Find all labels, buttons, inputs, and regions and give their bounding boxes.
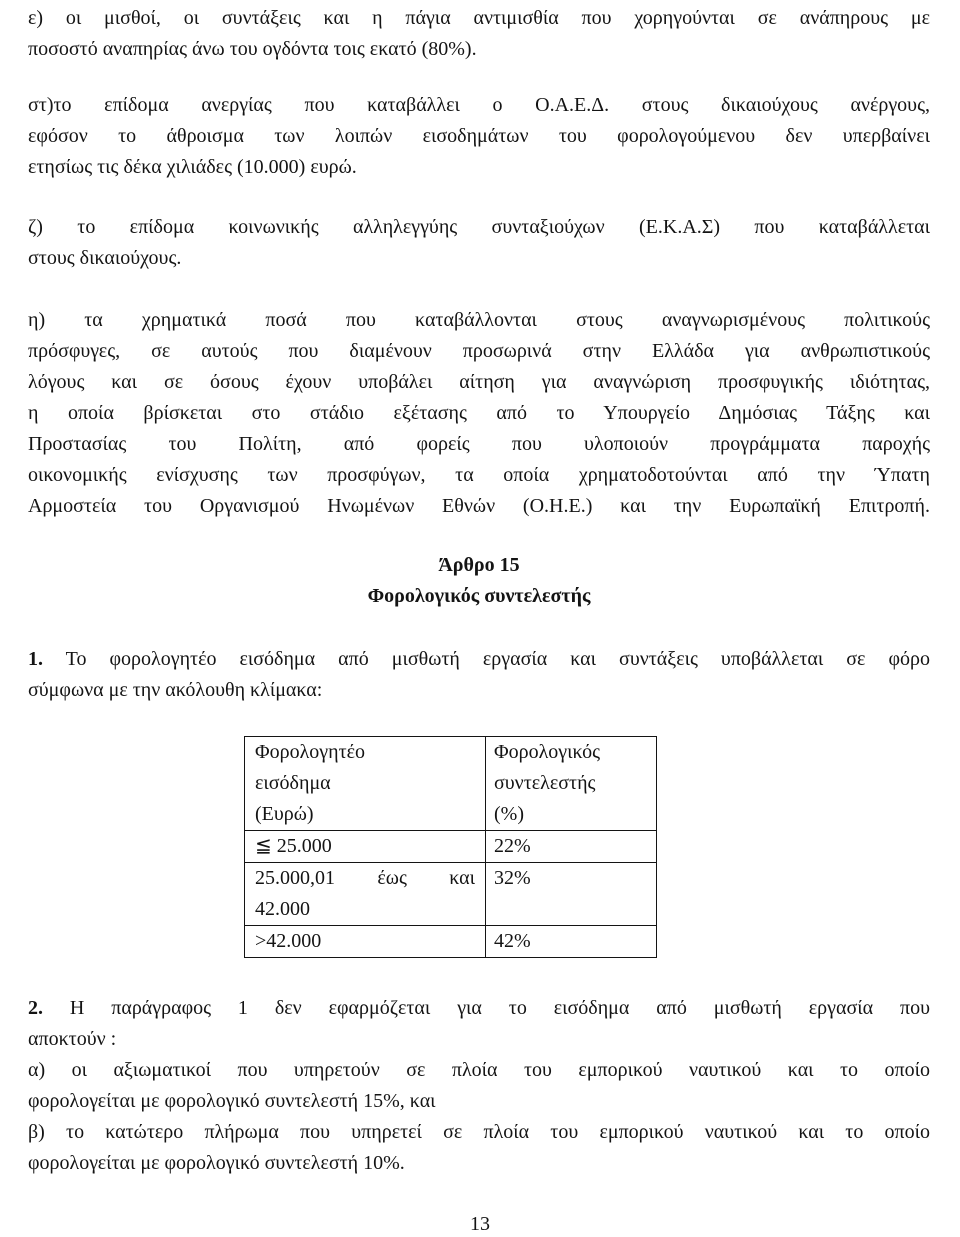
text-line: α) οι αξιωματικοί που υπηρετούν σε πλοία του εμπορικού ναυτικού και το οποίο	[28, 1059, 930, 1081]
rate-cell: 42%	[486, 926, 657, 958]
text-line: ε) οι μισθοί, οι συντάξεις και η πάγια αντιμισθία που χορηγούνται σε ανάπηρους με	[28, 7, 930, 29]
paragraph-2	[28, 993, 930, 1179]
text-line: ετησίως τις δέκα χιλιάδες (10.000) ευρώ.	[28, 156, 357, 178]
text-line: β) το κατώτερο πλήρωμα που υπηρετεί σε πλοία του εμπορικού ναυτικού και το οποίο	[28, 1121, 930, 1143]
text-line: αποκτούν :	[28, 1028, 117, 1050]
text-line: σύμφωνα με την ακόλουθη κλίμακα:	[28, 679, 323, 701]
cell-line: (%)	[494, 803, 524, 825]
cell-line: συντελεστής	[494, 772, 596, 794]
article-heading	[28, 550, 930, 612]
text-line: ποσοστό αναπηρίας άνω του ογδόντα τοις εκατό (80%).	[28, 38, 477, 60]
cell-line: (Ευρώ)	[255, 803, 314, 825]
income-cell: >42.000	[245, 926, 486, 958]
page-number: 13	[470, 1213, 490, 1235]
text-line: φορολογείται με φορολογικό συντελεστή 15%, και	[28, 1090, 436, 1112]
text-line: πρόσφυγες, σε αυτούς που διαμένουν προσωρινά στην Ελλάδα για ανθρωπιστικούς	[28, 340, 930, 362]
list-item-e	[28, 3, 930, 65]
cell-line: εισόδημα	[255, 772, 331, 794]
text-line: Αρμοστεία του Οργανισμού Ηνωμένων Εθνών (Ο.Η.Ε.) και την Ευρωπαϊκή Επιτροπή.	[28, 495, 930, 517]
income-cell	[245, 831, 486, 863]
text-line: στ)το επίδομα ανεργίας που καταβάλλει ο Ο.Α.Ε.Δ. στους δικαιούχους ανέργους,	[28, 94, 930, 116]
header-rate	[486, 737, 657, 831]
text-line	[28, 993, 930, 1024]
text-line: η οποία βρίσκεται στο στάδιο εξέτασης από το Υπουργείο Δημόσιας Τάξης και	[28, 402, 930, 424]
table-row	[245, 831, 657, 863]
table-header-row	[245, 737, 657, 831]
text-line: Προστασίας του Πολίτη, από φορείς που υλοποιούν προγράμματα παροχής	[28, 433, 930, 455]
text-line: στους δικαιούχους.	[28, 247, 182, 269]
text-line: φορολογείται με φορολογικό συντελεστή 10%.	[28, 1152, 405, 1174]
text-line: εφόσον το άθροισμα των λοιπών εισοδημάτων του φορολογούμενου δεν υπερβαίνει	[28, 125, 930, 147]
rate-cell: 32%	[486, 863, 657, 926]
text-line: η) τα χρηματικά ποσά που καταβάλλονται στους αναγνωρισμένους πολιτικούς	[28, 309, 930, 331]
cell-line: Φορολογικός	[494, 741, 601, 763]
tax-scale-table	[244, 736, 657, 958]
cell-value: 25.000	[271, 835, 332, 857]
paragraph-number: 2.	[28, 997, 43, 1019]
table-row	[245, 863, 657, 926]
paragraph-1	[28, 644, 930, 706]
cell-line: 25.000,01 έως και	[255, 867, 475, 889]
article-title: Φορολογικός συντελεστής	[367, 585, 591, 607]
table-row	[245, 926, 657, 958]
text-line: λόγους και σε όσους έχουν υποβάλει αίτηση για αναγνώριση προσφυγικής ιδιότητας,	[28, 371, 930, 393]
text-line	[28, 644, 930, 675]
cell-line: 42.000	[255, 898, 310, 920]
cell-line: Φορολογητέο	[255, 741, 366, 763]
header-income	[245, 737, 486, 831]
income-cell	[245, 863, 486, 926]
list-item-st	[28, 90, 930, 183]
text-line: οικονομικής ενίσχυσης των προσφύγων, τα οποία χρηματοδοτούνται από την Ύπατη	[28, 464, 930, 486]
list-item-z	[28, 212, 930, 274]
list-item-h	[28, 305, 930, 522]
rate-cell: 22%	[486, 831, 657, 863]
less-equal-symbol: ≦	[255, 835, 272, 857]
text-span: Η παράγραφος 1 δεν εφαρμόζεται για το εισόδημα από μισθωτή εργασία που	[43, 997, 930, 1019]
text-span: Το φορολογητέο εισόδημα από μισθωτή εργασία και συντάξεις υποβάλλεται σε φόρο	[43, 648, 930, 670]
paragraph-number: 1.	[28, 648, 43, 670]
article-number: Άρθρο 15	[438, 554, 520, 576]
text-line: ζ) το επίδομα κοινωνικής αλληλεγγύης συνταξιούχων (Ε.Κ.Α.Σ) που καταβάλλεται	[28, 216, 930, 238]
